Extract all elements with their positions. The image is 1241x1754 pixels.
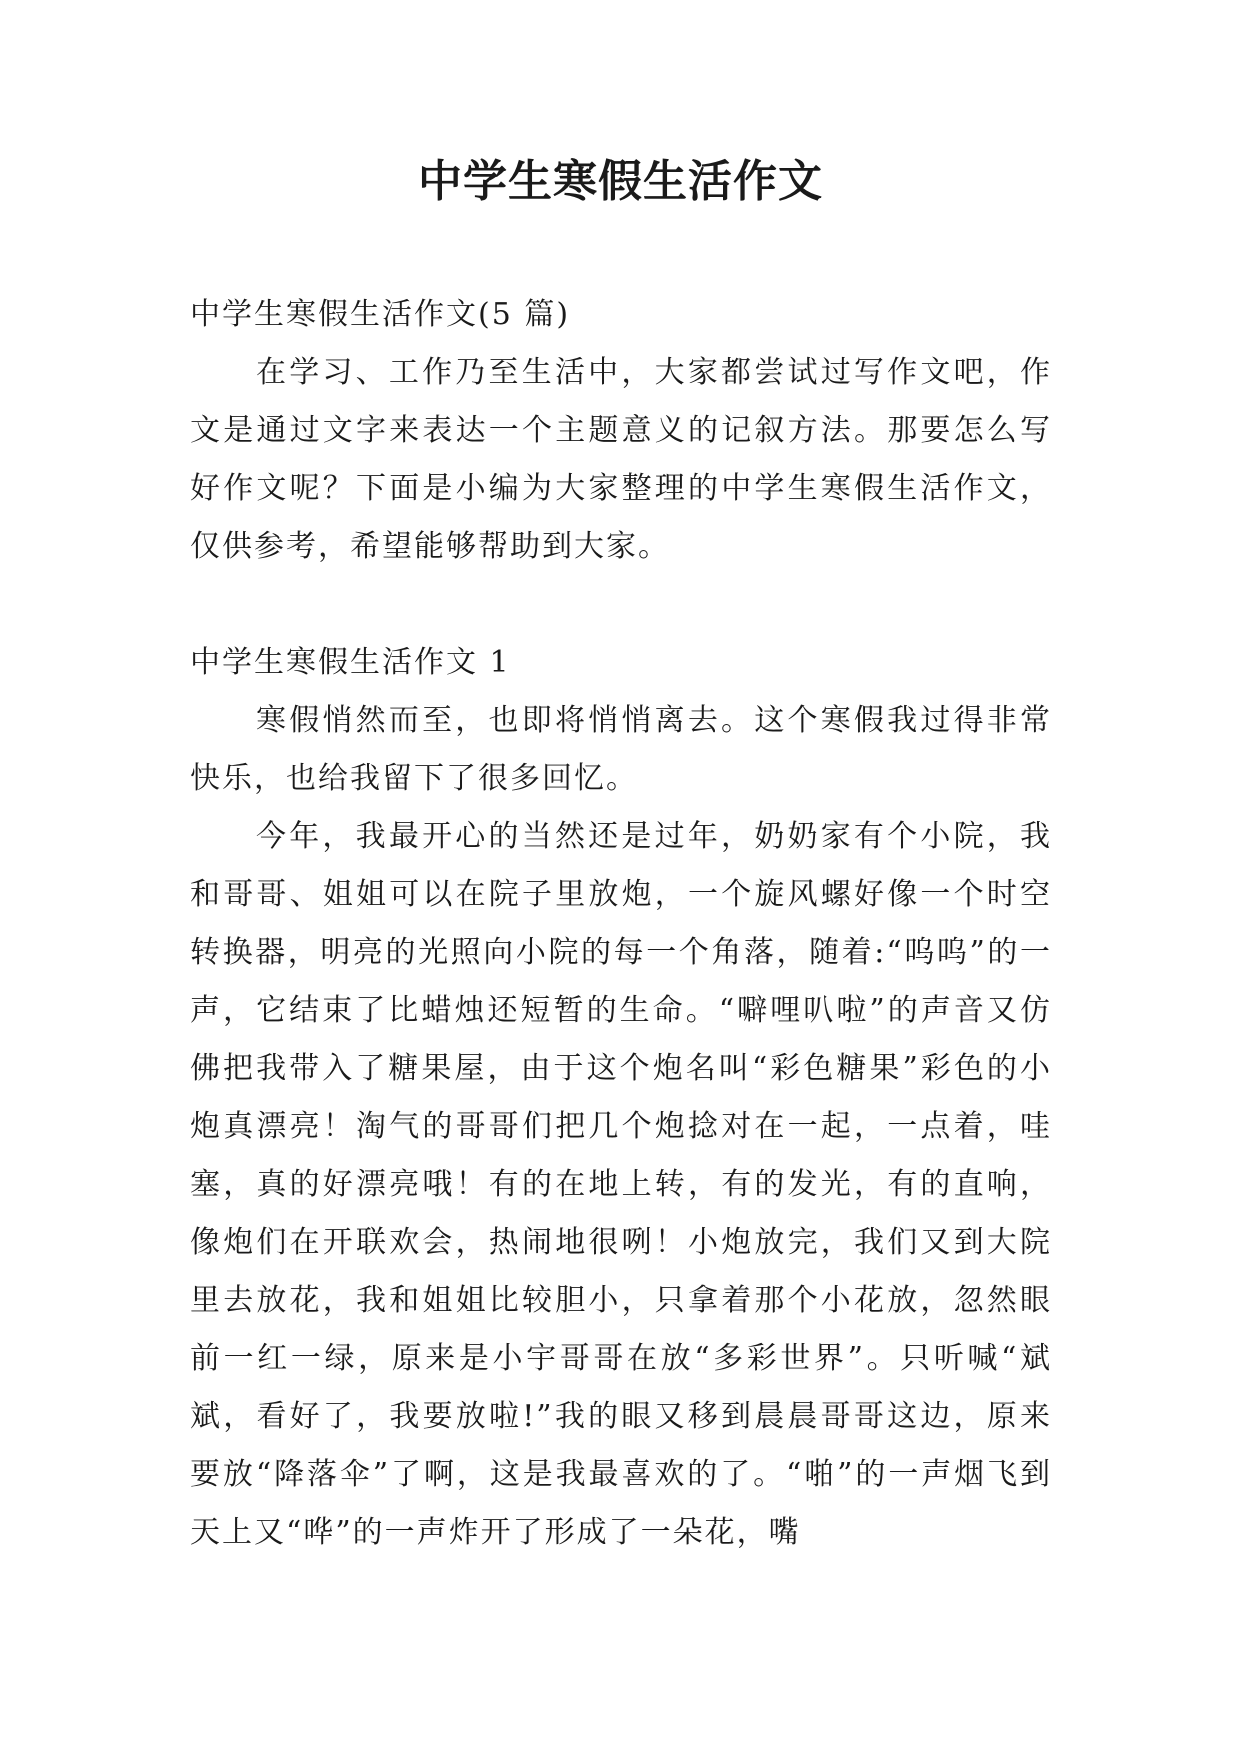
section-spacer: [190, 576, 1052, 634]
document-title: 中学生寒假生活作文: [418, 156, 823, 207]
document-body: [190, 286, 1052, 1562]
document-subtitle: 中学生寒假生活作文(5 篇): [190, 297, 571, 332]
section-paragraph: 今年，我最开心的当然还是过年，奶奶家有个小院，我和哥哥、姐姐可以在院子里放炮，一个旋风螺好像一个时空转换器，明亮的光照向小院的每一个角落，随着:“呜呜”的一声，它结束了比蜡烛还短暂的生命。“噼哩叭啦”的声音又仿佛把我带入了糖果屋，由于这个炮名叫“彩色糖果”彩色的小炮真漂亮！淘气的哥哥们把几个炮捻对在一起，一点着，哇塞，真的好漂亮哦！有的在地上转，有的发光，有的直响，像炮们在开联欢会，热闹地很咧！小炮放完，我们又到大院里去放花，我和姐姐比较胆小，只拿着那个小花放，忽然眼前一红一绿，原来是小宇哥哥在放“多彩世界”。只听喊“斌斌，看好了，我要放啦!”我的眼又移到晨晨哥哥这边，原来要放“降落伞”了啊，这是我最喜欢的了。“啪”的一声烟飞到天上又“哗”的一声炸开了形成了一朵花，嘴: [190, 819, 1052, 1550]
section-paragraph: 寒假悄然而至，也即将悄悄离去。这个寒假我过得非常快乐，也给我留下了很多回忆。: [190, 703, 1052, 796]
intro-paragraph: 在学习、工作乃至生活中，大家都尝试过写作文吧，作文是通过文字来表达一个主题意义的记叙方法。那要怎么写好作文呢？下面是小编为大家整理的中学生寒假生活作文，仅供参考，希望能够帮助到大家。: [190, 355, 1052, 564]
section-heading: 中学生寒假生活作文 1: [190, 645, 511, 680]
